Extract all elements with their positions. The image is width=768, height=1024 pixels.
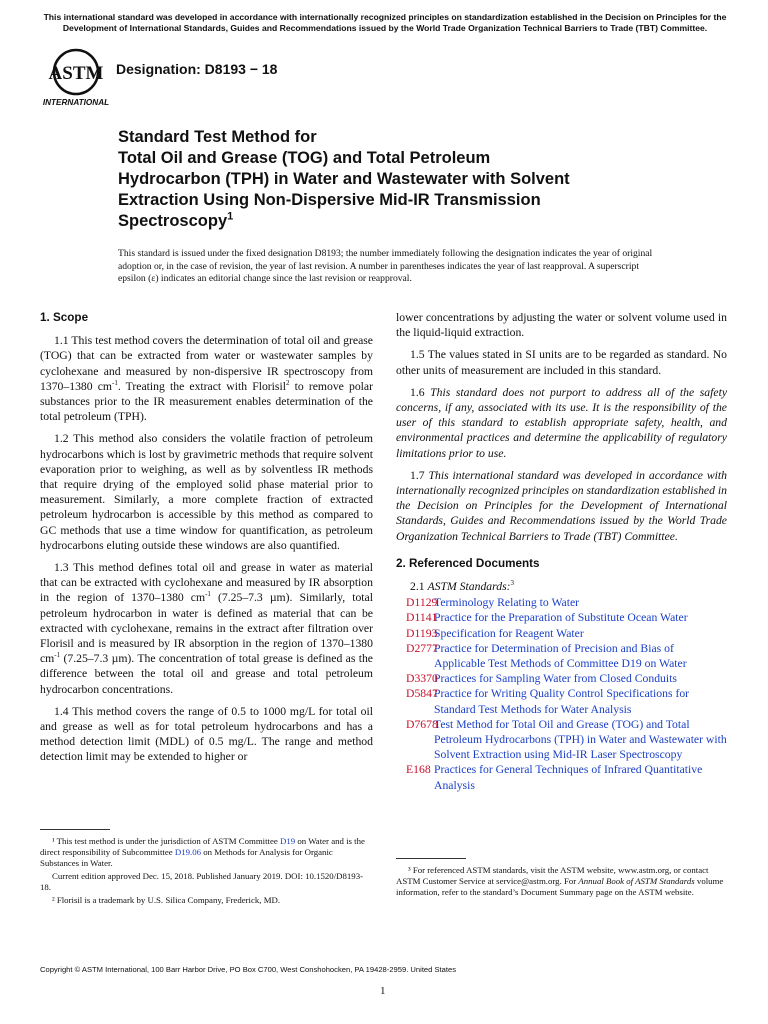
ref-code[interactable]: D5847: [406, 687, 438, 701]
para-1-2: 1.2 This method also considers the volatile fraction of petroleum hydrocarbons which is lost by gravimetric methods that require solvent evaporation prior to weighing, as well as by solventless IR methods that require drying of the employed solid phase material prior to measurement. Similarly, a more complete fraction of extracted petroleum hydrocarbon is accessible by this method as compared to GC methods that use a time window for quantification, as petroleum hydrocarbons eluting outside these windows are also quantified.: [40, 432, 373, 552]
ref-code[interactable]: D1129: [406, 596, 438, 610]
ref-title[interactable]: Specification for Reagent Water: [434, 626, 584, 640]
para-1-6: [396, 385, 727, 461]
left-column: [40, 310, 373, 772]
para-text: (7.25–7.3 µm). The concentration of total grease is defined as the difference between the total oil and grease and total petroleum hydrocarbon concentrations.: [40, 652, 373, 696]
footnote-3: [396, 865, 727, 900]
issued-note: This standard is issued under the fixed designation D8193; the number immediately following the designation indicates the year of original adoption or, in the case of revision, the year of last revision. A number in parentheses indicates the year of last reapproval. A superscript epsilon (ε) indicates an editorial change since the last revision or reapproval.: [118, 248, 653, 285]
superscript: -1: [54, 651, 61, 660]
logo-subtext: INTERNATIONAL: [42, 98, 110, 107]
superscript: -1: [112, 378, 118, 387]
para-text: . Treating the extract with Florisil: [117, 379, 286, 393]
ref-code[interactable]: D3370: [406, 672, 438, 686]
refdocs-heading: 2. Referenced Documents: [396, 556, 540, 570]
title-line: Total Oil and Grease (TOG) and Total Petroleum: [118, 149, 491, 167]
ref-title[interactable]: Practice for Determination of Precision and Bias of Applicable Test Methods of Committee D19 on Water: [434, 641, 687, 671]
ref-title[interactable]: Practices for Sampling Water from Closed Conduits: [434, 672, 677, 686]
scope-heading: 1. Scope: [40, 311, 89, 324]
document-title: [118, 127, 638, 232]
tbt-notice: This international standard was developed in accordance with internationally recognized principles on standardization established in the Decision on Principles for the Development of International Standards, Guides and Recommendations issued by the World Trade Organization Technical Barriers to Trade (TBT) Committee.: [43, 12, 727, 33]
page-number: 1: [380, 985, 386, 997]
reference-item[interactable]: [396, 610, 727, 625]
para-text: (7.25–7.3 µm). Similarly, total petroleum hydrocarbon in water is defined as material that can be extracted with cyclohexane, remains in the extract after filtration over Florisil and is measured by IR absorption in the region of 1370–1380 cm: [40, 591, 373, 666]
para-text: This standard does not purport to address all of the safety concerns, if any, associated with its use. It is the responsibility of the user of this standard to establish appropriate safety, health, and environmental practices and determine the applicability of regulatory limitations prior to use.: [396, 385, 728, 460]
para-1-3: [40, 560, 373, 697]
reference-item[interactable]: [396, 641, 727, 671]
para-1-4: 1.4 This method covers the range of 0.5 to 1000 mg/L for total oil and grease as well as for total petroleum hydrocarbons and has a method detection limit (MDL) of 0.5 mg/L. The range and method detection limit may be extended to higher or: [40, 704, 373, 764]
footnote-rule: [396, 858, 466, 859]
ref-code[interactable]: E168: [406, 763, 431, 777]
title-footnote-ref[interactable]: 1: [227, 210, 234, 223]
ref-code[interactable]: D7678: [406, 717, 438, 731]
footnote-rule: [40, 829, 110, 830]
footnote-italic: Annual Book of ASTM Standards: [578, 876, 695, 886]
reference-item[interactable]: [396, 671, 727, 686]
title-line-text: Spectroscopy: [118, 212, 228, 230]
footnote-ref[interactable]: 3: [510, 579, 515, 588]
reference-item[interactable]: [396, 626, 727, 641]
subcommittee-link[interactable]: D19.06: [174, 847, 202, 857]
title-line: [118, 211, 638, 232]
para-text: This international standard was developed in accordance with internationally recognized principles on standardization established in the Decision on Principles for the Development of International Standards, Guides and Recommendations issued by the World Trade Organization Technical Barriers to Trade (TBT) Committee.: [396, 468, 728, 543]
reference-item[interactable]: [396, 686, 727, 716]
para-1-5: 1.5 The values stated in SI units are to be regarded as standard. No other units of measurement are included in this standard.: [396, 348, 727, 377]
para-number: 2.1: [410, 580, 428, 594]
ref-code[interactable]: D1193: [406, 626, 438, 640]
astm-logo: [40, 48, 112, 108]
subheading-text: ASTM Standards:: [427, 580, 511, 594]
title-line: Standard Test Method for: [118, 128, 317, 146]
footnote-text: volume information, refer to the standard’s Document Summary page on the ASTM website.: [396, 876, 724, 897]
para-1-4-continued: lower concentrations by adjusting the water or solvent volume used in the liquid-liquid extraction.: [396, 311, 727, 340]
para-text: 1.1 This test method covers the determination of total oil and grease (TOG) that can be extracted from water or wastewater samples by cyclohexane and measured by non-dispersive IR spectroscopy from 1370–1380 cm: [40, 334, 373, 393]
ref-title[interactable]: Terminology Relating to Water: [434, 596, 580, 610]
para-1-7: [396, 468, 727, 544]
reference-item[interactable]: [396, 762, 727, 792]
copyright-footer: Copyright © ASTM International, 100 Barr Harbor Drive, PO Box C700, West Conshohocken, PA 19428-2959. United States: [40, 965, 457, 974]
title-line: Extraction Using Non-Dispersive Mid-IR Transmission: [118, 191, 541, 209]
footnote-text: ³ For referenced ASTM standards, visit the ASTM website, www.astm.org, or contact ASTM Customer Service at service@astm.org. For: [396, 865, 709, 886]
footnote-3-text: [396, 865, 727, 898]
para-text: to remove polar substances prior to the IR measurement enables determination of the total petroleum (TPH).: [40, 379, 374, 424]
footnote-ref[interactable]: 2: [285, 378, 290, 387]
title-line: Hydrocarbon (TPH) in Water and Wastewater with Solvent: [118, 170, 570, 188]
ref-code[interactable]: D1141: [406, 611, 438, 625]
footnote-2: ² Florisil is a trademark by U.S. Silica Company, Frederick, MD.: [52, 895, 281, 905]
logo-text: ASTM: [48, 63, 104, 84]
para-1-1: [40, 333, 373, 424]
footnote-text: on Methods for Analysis for Organic Substances in Water.: [40, 847, 333, 868]
footnote-text: on Water and is the direct responsibility of Subcommittee: [40, 836, 365, 857]
para-text: 1.3 This method defines total oil and grease in water as material that can be extracted with cyclohexane and measured by IR absorption in the region of 1370–1380 cm: [40, 561, 373, 605]
ref-title[interactable]: Practice for Writing Quality Control Specifications for Standard Test Methods for Water Analysis: [434, 687, 690, 716]
footnote-1: [40, 836, 373, 869]
footnote-1-edition: Current edition approved Dec. 15, 2018. Published January 2019. DOI: 10.1520/D8193-18.: [40, 871, 364, 892]
reference-item[interactable]: [396, 595, 727, 610]
ref-title[interactable]: Practices for General Techniques of Infrared Quantitative Analysis: [434, 763, 703, 792]
para-number: 1.6: [410, 385, 431, 399]
designation: Designation: D8193 − 18: [116, 61, 278, 77]
reference-item[interactable]: [396, 717, 727, 763]
footnotes-left: [40, 836, 373, 908]
astm-logo-icon: [40, 48, 112, 108]
ref-code[interactable]: D2777: [406, 641, 438, 655]
footnote-text: ¹ This test method is under the jurisdiction of ASTM Committee: [52, 836, 281, 846]
right-column: [396, 310, 727, 793]
ref-title[interactable]: Practice for the Preparation of Substitute Ocean Water: [434, 611, 688, 625]
para-number: 1.7: [410, 468, 429, 482]
superscript: -1: [205, 590, 211, 599]
ref-title[interactable]: Test Method for Total Oil and Grease (TOG) and Total Petroleum Hydrocarbons (TPH) in Water and Wastewater with Solvent Extraction using Mid-IR Laser Spectroscopy: [434, 717, 727, 762]
astm-standards-subheading: [396, 579, 727, 594]
committee-link[interactable]: D19: [280, 836, 296, 846]
reference-list: [396, 595, 727, 793]
